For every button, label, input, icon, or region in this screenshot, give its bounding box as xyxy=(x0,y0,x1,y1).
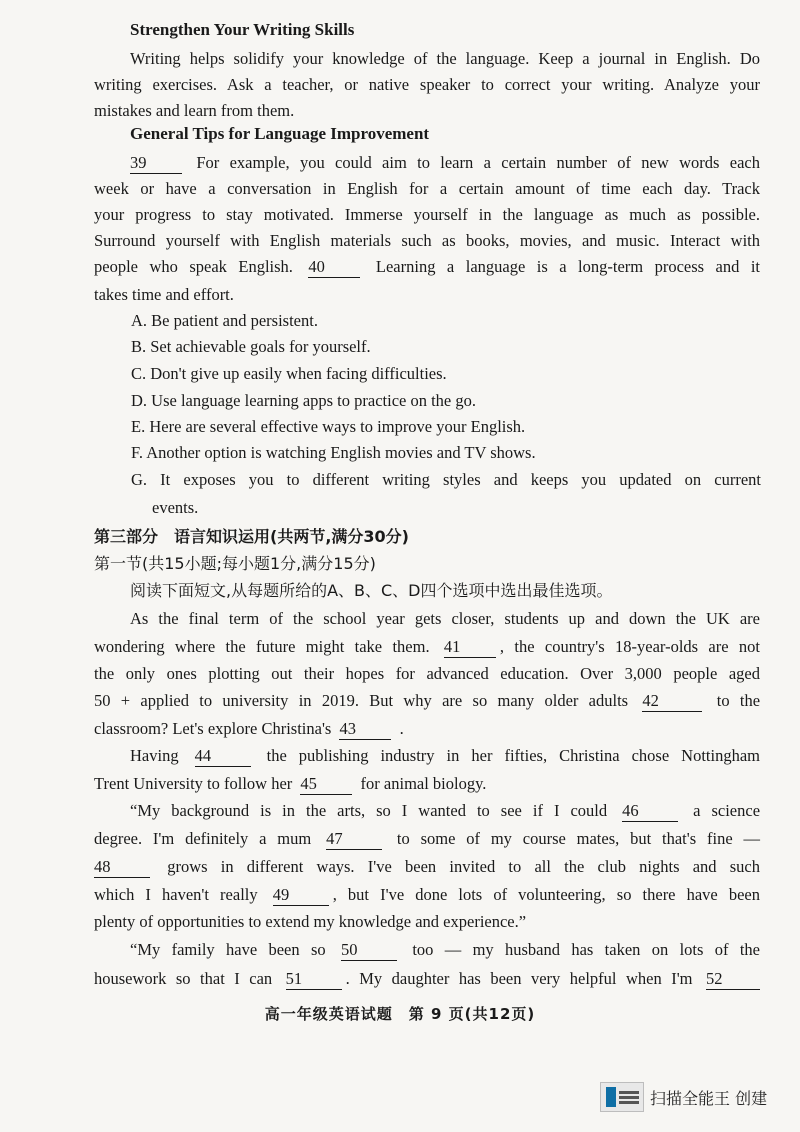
blank-39: 39 xyxy=(130,153,182,174)
cloze-p1-line-5-before: classroom? Let's explore Christina's xyxy=(94,719,332,738)
blank-42: 42 xyxy=(642,691,702,712)
cloze-p4-line-1-before: “My family have been so xyxy=(130,940,326,959)
option-c: C. Don't give up easily when facing difficulties. xyxy=(131,364,447,383)
blank-48: 48 xyxy=(94,857,150,878)
option-g: G. It exposes you to different writing styles and keeps you updated on current xyxy=(131,470,761,489)
cloze-p1-line-5 xyxy=(94,716,760,742)
general-line-2: week or have a conversation in English for a certain amount of time each day. Track xyxy=(94,179,760,198)
cloze-p4-line-2-after: . My daughter has been very helpful when I'm xyxy=(345,969,693,988)
cloze-p3-line-4 xyxy=(94,882,760,908)
cloze-p1-line-4 xyxy=(94,688,760,714)
blank-45: 45 xyxy=(300,774,352,795)
cloze-p2-line-2 xyxy=(94,771,760,797)
writing-line-2: writing exercises. Ask a teacher, or native speaker to correct your writing. Analyze your xyxy=(94,75,760,94)
cloze-p1-line-2 xyxy=(94,634,760,660)
watermark-text: 扫描全能王 创建 xyxy=(650,1088,768,1108)
cloze-p3-line-1-before: “My background is in the arts, so I wanted to see if I could xyxy=(130,801,608,820)
cloze-p3-line-2 xyxy=(94,826,760,852)
part3-title: 第三部分 语言知识运用(共两节,满分30分) xyxy=(94,527,409,546)
general-line-5 xyxy=(94,254,760,280)
blank-40: 40 xyxy=(308,257,360,278)
blank-47: 47 xyxy=(326,829,382,850)
cloze-p2-line-2-before: Trent University to follow her xyxy=(94,774,293,793)
scanner-watermark xyxy=(600,1082,767,1112)
blank-51: 51 xyxy=(286,969,342,990)
cloze-p1-line-4-before: 50 + applied to university in 2019. But why are so many older adults xyxy=(94,691,629,710)
cloze-p3-line-3-after: grows in different ways. I've been invited to all the club nights and such xyxy=(167,857,760,876)
general-line-5-after: Learning a language is a long-term process and it xyxy=(375,257,761,276)
blank-46: 46 xyxy=(622,801,678,822)
blank-41: 41 xyxy=(444,637,496,658)
heading-general: General Tips for Language Improvement xyxy=(130,124,430,143)
option-b: B. Set achievable goals for yourself. xyxy=(131,337,371,356)
cloze-p4-line-1 xyxy=(130,937,760,963)
writing-line-3: mistakes and learn from them. xyxy=(94,101,295,120)
option-g-cont: events. xyxy=(152,498,199,517)
page-footer: 高一年级英语试题 第 9 页(共12页) xyxy=(264,1005,536,1023)
cloze-p2-line-1-after: the publishing industry in her fifties, Christina chose Nottingham xyxy=(266,746,761,765)
blank-50: 50 xyxy=(341,940,397,961)
general-line-1-text: For example, you could aim to learn a certain number of new words each xyxy=(196,153,761,172)
general-line-6: takes time and effort. xyxy=(94,285,234,304)
camscanner-logo-icon xyxy=(600,1082,644,1112)
cloze-p1-line-2-before: wondering where the future might take them. xyxy=(94,637,430,656)
general-line-4: Surround yourself with English materials such as books, movies, and music. Interact with xyxy=(94,231,760,250)
blank-44: 44 xyxy=(195,746,251,767)
general-line-3: your progress to stay motivated. Immerse yourself in the language as much as possible. xyxy=(94,205,760,224)
cloze-p4-line-2 xyxy=(94,966,760,992)
cloze-p3-line-2-before: degree. I'm definitely a mum xyxy=(94,829,312,848)
cloze-p1-line-2-after: , the country's 18-year-olds are not xyxy=(499,637,760,656)
cloze-p3-line-3 xyxy=(94,854,760,880)
option-d: D. Use language learning apps to practice on the go. xyxy=(131,391,477,410)
option-f: F. Another option is watching English movies and TV shows. xyxy=(131,443,536,462)
cloze-p2-line-2-after: for animal biology. xyxy=(360,774,487,793)
cloze-p1-line-3: the only ones plotting out their hopes for advanced education. Over 3,000 people aged xyxy=(94,664,760,683)
cloze-p2-line-1 xyxy=(130,743,760,769)
cloze-p3-line-4-after: , but I've done lots of volunteering, so there have been xyxy=(332,885,760,904)
cloze-p3-line-2-after: to some of my course mates, but that's fine — xyxy=(396,829,760,848)
part3-instructions: 阅读下面短文,从每题所给的A、B、C、D四个选项中选出最佳选项。 xyxy=(130,581,613,600)
cloze-p3-line-1-after: a science xyxy=(693,801,761,820)
cloze-p3-line-4-before: which I haven't really xyxy=(94,885,258,904)
cloze-p3-line-5: plenty of opportunities to extend my knowledge and experience.” xyxy=(94,912,527,931)
option-e: E. Here are several effective ways to improve your English. xyxy=(131,417,526,436)
general-line-1 xyxy=(130,150,760,176)
blank-52: 52 xyxy=(706,969,760,990)
blank-49: 49 xyxy=(273,885,329,906)
blank-43: 43 xyxy=(339,719,391,740)
general-line-5-before: people who speak English. xyxy=(94,257,293,276)
cloze-p1-line-4-after: to the xyxy=(716,691,761,710)
cloze-p1-line-1: As the final term of the school year gets closer, students up and down the UK are xyxy=(130,609,760,628)
cloze-p4-line-2-before: housework so that I can xyxy=(94,969,273,988)
cloze-p3-line-1 xyxy=(130,798,760,824)
writing-line-1: Writing helps solidify your knowledge of the language. Keep a journal in English. Do xyxy=(130,49,760,68)
cloze-p2-line-1-before: Having xyxy=(130,746,179,765)
heading-writing: Strengthen Your Writing Skills xyxy=(130,20,355,39)
part3-section1: 第一节(共15小题;每小题1分,满分15分) xyxy=(94,554,376,573)
cloze-p4-line-1-after: too — my husband has taken on lots of the xyxy=(412,940,761,959)
cloze-p1-line-5-after: . xyxy=(399,719,404,738)
option-a: A. Be patient and persistent. xyxy=(131,311,318,330)
